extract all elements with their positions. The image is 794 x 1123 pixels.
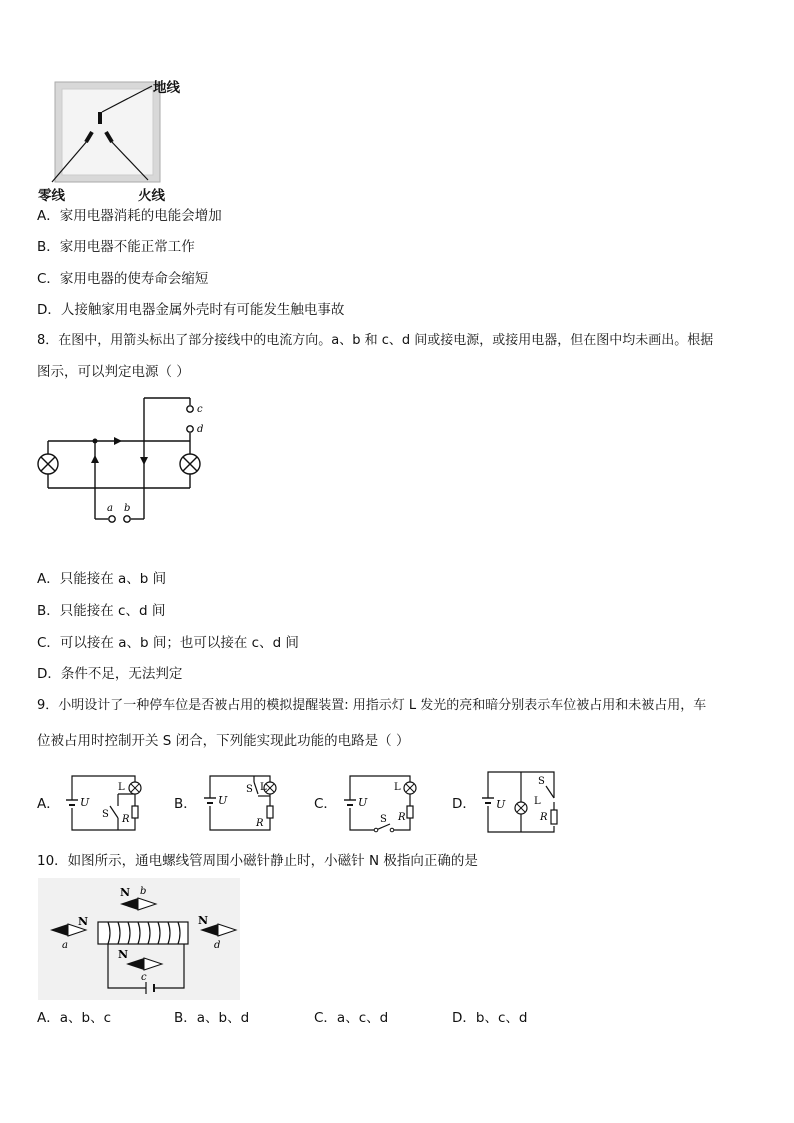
svg-text:R: R — [256, 818, 264, 829]
q8-circuit-diagram — [30, 393, 220, 533]
q8-option-a: A．只能接在 a、b 间 — [37, 571, 167, 587]
q8-lamp-left — [38, 454, 58, 474]
svg-text:N: N — [118, 948, 129, 961]
q8-arrow-down — [140, 457, 148, 465]
q7-option-d: D．人接触家用电器金属外壳时有可能发生触电事故 — [37, 302, 345, 318]
q9-option-d-letter: D． — [452, 796, 476, 812]
q8-stem-line1: 8．在图中，用箭头标出了部分接线中的电流方向。a、b 和 c、d 间或接电源，或接用电器，但在图中均未画出。根据 — [37, 333, 714, 348]
svg-text:S: S — [246, 784, 253, 795]
svg-text:S: S — [538, 776, 545, 787]
q9-circuit-d — [476, 768, 576, 836]
q9-stem-line1: 9．小明设计了一种停车位是否被占用的模拟提醒装置: 用指示灯 L 发光的亮和暗分别表示车位被占用和未被占用，车 — [37, 698, 707, 713]
live-wire-label: 火线 — [138, 188, 165, 204]
q8-terminal-b: b — [124, 503, 131, 514]
svg-text:L: L — [118, 782, 125, 793]
q8-lamp-right — [180, 454, 200, 474]
q8-stem-line2: 图示，可以判定电源（ ） — [37, 364, 190, 380]
svg-text:R: R — [398, 812, 406, 823]
q10-option-d: D．b、c、d — [452, 1010, 528, 1026]
svg-text:d: d — [214, 940, 221, 951]
svg-text:L: L — [394, 782, 401, 793]
q10-needle-b — [120, 886, 156, 910]
svg-text:S: S — [380, 814, 387, 825]
ground-wire-label: 地线 — [153, 80, 180, 96]
q7-option-c: C．家用电器的使寿命会缩短 — [37, 271, 209, 287]
q10-option-a: A．a、b、c — [37, 1010, 111, 1026]
q10-needle-d — [198, 914, 236, 951]
q10-needle-a — [50, 915, 88, 951]
q8-terminal-c: c — [197, 404, 203, 415]
svg-text:U: U — [496, 798, 506, 811]
q10-stem: 10．如图所示，通电螺线管周围小磁针静止时，小磁针 N 极指向正确的是 — [37, 853, 478, 869]
q9-circuit-b — [198, 772, 298, 834]
q9-option-a-letter: A． — [37, 796, 60, 812]
q7-option-b: B．家用电器不能正常工作 — [37, 239, 195, 255]
q9-stem-line2: 位被占用时控制开关 S 闭合，下列能实现此功能的电路是（ ） — [37, 733, 410, 749]
q8-terminal-a: a — [107, 503, 113, 514]
svg-text:R: R — [122, 814, 130, 825]
svg-text:U: U — [358, 796, 368, 809]
q8-terminal-d: d — [197, 424, 204, 435]
svg-text:U: U — [80, 796, 90, 809]
q9-circuit-a — [60, 772, 160, 834]
svg-text:N: N — [198, 914, 209, 927]
q10-solenoid-diagram — [38, 878, 240, 1000]
q8-option-d: D．条件不足，无法判定 — [37, 666, 183, 682]
svg-text:c: c — [141, 972, 147, 983]
q9-option-b-letter: B． — [174, 796, 197, 812]
q9-option-c-letter: C． — [314, 796, 337, 812]
svg-text:a: a — [62, 940, 68, 951]
q8-arrow-right — [114, 437, 122, 445]
neutral-wire-label: 零线 — [38, 188, 65, 204]
svg-text:R: R — [540, 812, 548, 823]
svg-text:N: N — [78, 915, 89, 928]
svg-text:N: N — [120, 886, 131, 899]
svg-text:b: b — [140, 886, 147, 897]
svg-text:S: S — [102, 809, 109, 820]
q9-circuit-c — [338, 772, 438, 834]
svg-text:L: L — [260, 782, 267, 793]
svg-text:U: U — [218, 794, 228, 807]
q8-arrow-up — [91, 455, 99, 463]
q10-needle-c — [118, 948, 162, 983]
q8-option-c: C．可以接在 a、b 间；也可以接在 c、d 间 — [37, 635, 299, 651]
q10-solenoid-svg — [38, 878, 240, 1000]
q7-option-a: A．家用电器消耗的电能会增加 — [37, 208, 222, 224]
q10-option-c: C．a、c、d — [314, 1010, 389, 1026]
q8-option-b: B．只能接在 c、d 间 — [37, 603, 166, 619]
q8-circuit-svg — [30, 393, 220, 533]
q10-option-b: B．a、b、d — [174, 1010, 250, 1026]
svg-text:L: L — [534, 796, 541, 807]
